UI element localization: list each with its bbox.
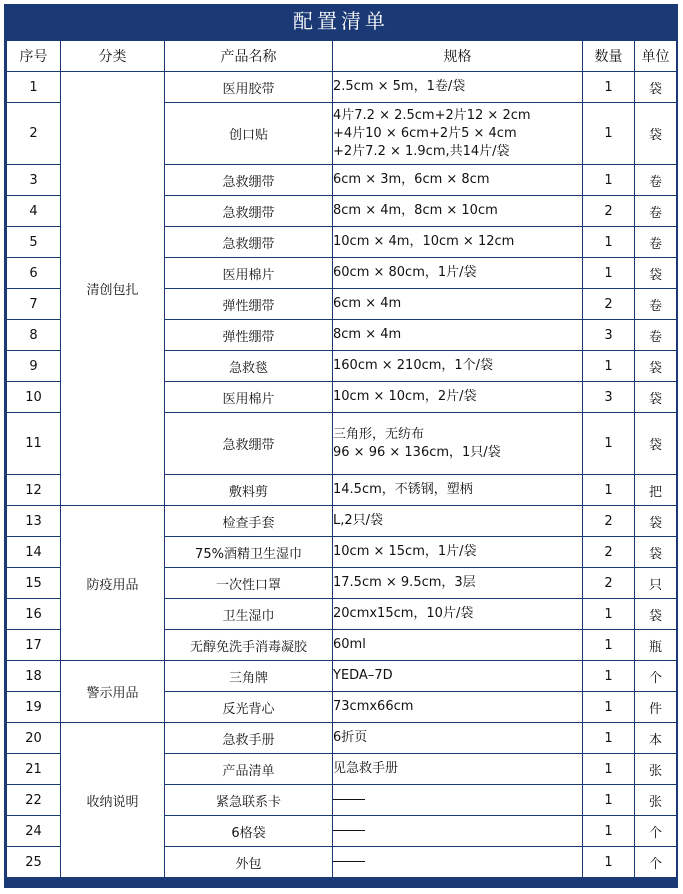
unit: 把 [635,475,677,506]
row-number: 10 [7,382,61,413]
spec-line: 8cm × 4m，8cm × 10cm [333,203,498,218]
table-row [7,506,677,537]
unit: 个 [635,816,677,847]
product-name: 创口贴 [165,103,333,165]
header-category: 分类 [61,41,165,72]
unit: 袋 [635,103,677,165]
quantity: 1 [583,413,635,475]
spec-cell [333,847,583,878]
unit: 袋 [635,506,677,537]
unit: 袋 [635,537,677,568]
spec-line: L,2只/袋 [333,513,384,528]
spec-line: 10cm × 10cm，2片/袋 [333,389,477,404]
spec-cell [333,351,583,382]
quantity: 1 [583,754,635,785]
spec-cell [333,537,583,568]
unit: 张 [635,754,677,785]
unit: 个 [635,661,677,692]
quantity: 1 [583,785,635,816]
config-table [6,40,677,878]
product-name: 医用棉片 [165,382,333,413]
product-name: 急救手册 [165,723,333,754]
product-name: 急救绷带 [165,227,333,258]
spec-line: +4片10 × 6cm+2片5 × 4cm [333,125,517,141]
unit: 卷 [635,227,677,258]
quantity: 2 [583,289,635,320]
unit: 袋 [635,258,677,289]
quantity: 1 [583,103,635,165]
unit: 卷 [635,320,677,351]
quantity: 1 [583,630,635,661]
row-number: 13 [7,506,61,537]
unit: 袋 [635,599,677,630]
spec-cell [333,413,583,475]
quantity: 3 [583,320,635,351]
empty-spec-dash [333,861,365,862]
spec-line: 60ml [333,637,366,652]
unit: 件 [635,692,677,723]
product-name: 卫生湿巾 [165,599,333,630]
spec-cell [333,816,583,847]
category-cell: 收纳说明 [61,723,165,878]
product-name: 弹性绷带 [165,289,333,320]
unit: 卷 [635,196,677,227]
unit: 个 [635,847,677,878]
row-number: 9 [7,351,61,382]
quantity: 2 [583,506,635,537]
row-number: 1 [7,72,61,103]
spec-cell [333,72,583,103]
quantity: 1 [583,475,635,506]
header-qty: 数量 [583,41,635,72]
spec-line: 60cm × 80cm，1片/袋 [333,265,477,280]
row-number: 15 [7,568,61,599]
category-cell: 警示用品 [61,661,165,723]
quantity: 1 [583,165,635,196]
spec-cell [333,785,583,816]
quantity: 1 [583,816,635,847]
spec-cell [333,661,583,692]
unit: 张 [635,785,677,816]
spec-cell [333,692,583,723]
empty-spec-dash [333,799,365,800]
spec-cell [333,382,583,413]
product-name: 急救绷带 [165,196,333,227]
spec-cell [333,475,583,506]
spec-cell [333,289,583,320]
table-body [7,72,677,878]
row-number: 19 [7,692,61,723]
category-cell: 清创包扎 [61,72,165,506]
row-number: 5 [7,227,61,258]
spec-line: 14.5cm，不锈钢，塑柄 [333,482,473,497]
spec-cell [333,227,583,258]
unit: 卷 [635,289,677,320]
quantity: 3 [583,382,635,413]
spec-cell [333,630,583,661]
spec-line: 见急救手册 [333,761,399,776]
spec-line: 10cm × 4m，10cm × 12cm [333,234,515,249]
row-number: 22 [7,785,61,816]
spec-line: 160cm × 210cm，1个/袋 [333,358,494,373]
spec-line: 2.5cm × 5m，1卷/袋 [333,79,466,94]
product-name: 三角牌 [165,661,333,692]
spec-cell [333,599,583,630]
unit: 袋 [635,72,677,103]
spec-cell [333,723,583,754]
spec-line: 6折页 [333,730,368,745]
spec-line: 8cm × 4m [333,327,402,342]
product-name: 急救毯 [165,351,333,382]
row-number: 20 [7,723,61,754]
quantity: 1 [583,723,635,754]
product-name: 外包 [165,847,333,878]
product-name: 反光背心 [165,692,333,723]
unit: 袋 [635,413,677,475]
unit: 本 [635,723,677,754]
unit: 只 [635,568,677,599]
row-number: 17 [7,630,61,661]
spec-line: 4片7.2 × 2.5cm+2片12 × 2cm [333,107,531,123]
quantity: 2 [583,568,635,599]
quantity: 2 [583,537,635,568]
unit: 瓶 [635,630,677,661]
table-row [7,72,677,103]
quantity: 1 [583,227,635,258]
row-number: 25 [7,847,61,878]
sheet-title: 配置清单 [4,4,678,38]
spec-cell [333,165,583,196]
row-number: 4 [7,196,61,227]
quantity: 1 [583,599,635,630]
header-unit: 单位 [635,41,677,72]
product-name: 75%酒精卫生湿巾 [165,537,333,568]
quantity: 1 [583,258,635,289]
header-product: 产品名称 [165,41,333,72]
spec-cell [333,258,583,289]
spec-cell [333,568,583,599]
spec-line: 96 × 96 × 136cm，1只/袋 [333,444,501,460]
quantity: 1 [583,72,635,103]
row-number: 18 [7,661,61,692]
quantity: 2 [583,196,635,227]
product-name: 弹性绷带 [165,320,333,351]
product-name: 急救绷带 [165,413,333,475]
product-name: 检查手套 [165,506,333,537]
row-number: 16 [7,599,61,630]
table-row [7,723,677,754]
row-number: 24 [7,816,61,847]
product-name: 6格袋 [165,816,333,847]
row-number: 14 [7,537,61,568]
config-sheet [4,4,678,888]
row-number: 21 [7,754,61,785]
header-spec: 规格 [333,41,583,72]
quantity: 1 [583,661,635,692]
product-name: 医用棉片 [165,258,333,289]
spec-cell [333,754,583,785]
row-number: 12 [7,475,61,506]
category-cell: 防疫用品 [61,506,165,661]
spec-line: +2片7.2 × 1.9cm,共14片/袋 [333,143,510,159]
empty-spec-dash [333,830,365,831]
quantity: 1 [583,351,635,382]
spec-cell [333,506,583,537]
spec-line: 10cm × 15cm，1片/袋 [333,544,477,559]
spec-line: 73cmx66cm [333,699,414,714]
product-name: 医用胶带 [165,72,333,103]
row-number: 8 [7,320,61,351]
product-name: 产品清单 [165,754,333,785]
row-number: 2 [7,103,61,165]
spec-line: 6cm × 4m [333,296,402,311]
spec-line: 20cmx15cm，10片/袋 [333,606,474,621]
unit: 袋 [635,382,677,413]
table-row [7,661,677,692]
product-name: 急救绷带 [165,165,333,196]
spec-line: 17.5cm × 9.5cm，3层 [333,575,476,590]
unit: 卷 [635,165,677,196]
spec-cell [333,320,583,351]
row-number: 6 [7,258,61,289]
product-name: 无醇免洗手消毒凝胶 [165,630,333,661]
header-row [7,41,677,72]
header-no: 序号 [7,41,61,72]
row-number: 11 [7,413,61,475]
spec-line: 三角形，无纺布 [333,426,425,442]
quantity: 1 [583,847,635,878]
product-name: 一次性口罩 [165,568,333,599]
spec-line: 6cm × 3m，6cm × 8cm [333,172,490,187]
spec-line: YEDA–7D [333,668,393,683]
spec-cell [333,103,583,165]
quantity: 1 [583,692,635,723]
product-name: 敷料剪 [165,475,333,506]
row-number: 7 [7,289,61,320]
unit: 袋 [635,351,677,382]
row-number: 3 [7,165,61,196]
spec-cell [333,196,583,227]
product-name: 紧急联系卡 [165,785,333,816]
